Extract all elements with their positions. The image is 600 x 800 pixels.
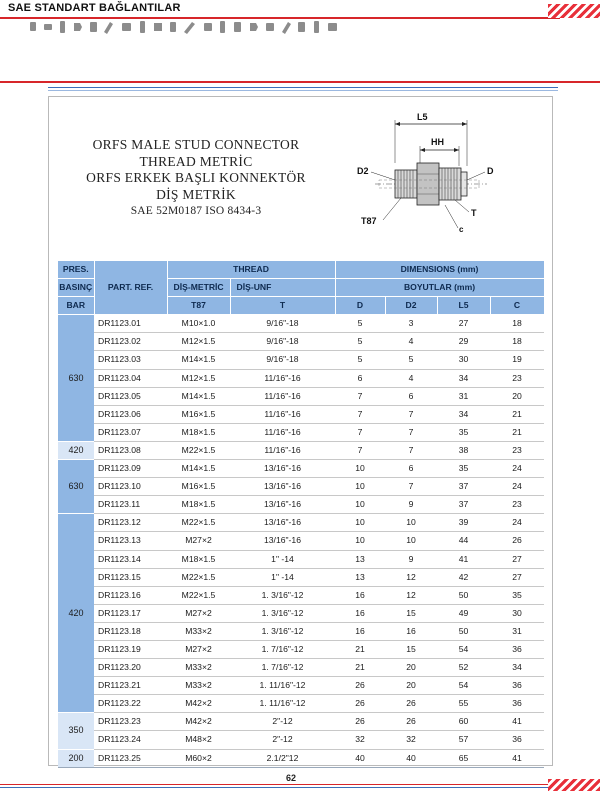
cell-d2: 12 bbox=[385, 568, 437, 586]
table-row bbox=[58, 731, 544, 749]
cell-c: 24 bbox=[490, 514, 544, 532]
pressure-cell: 350 bbox=[58, 713, 94, 749]
cell-d: 10 bbox=[335, 496, 385, 514]
table-row bbox=[58, 478, 544, 496]
cell-l5: 49 bbox=[437, 604, 490, 622]
cell-c: 36 bbox=[490, 677, 544, 695]
specification-table bbox=[58, 261, 545, 768]
header-part-ref: PART. REF. bbox=[94, 261, 167, 315]
pressure-cell: 630 bbox=[58, 315, 94, 442]
cell-d: 5 bbox=[335, 351, 385, 369]
header-pres: PRES. bbox=[58, 261, 94, 279]
cell-c: 18 bbox=[490, 333, 544, 351]
cell-part: DR1123.25 bbox=[94, 749, 167, 767]
cell-d2: 10 bbox=[385, 514, 437, 532]
cell-part: DR1123.08 bbox=[94, 441, 167, 459]
table-row bbox=[58, 550, 544, 568]
section-divider-blue-light bbox=[48, 90, 558, 91]
cell-d2: 3 bbox=[385, 315, 437, 333]
cell-t: 13/16"-16 bbox=[230, 478, 335, 496]
cell-part: DR1123.13 bbox=[94, 532, 167, 550]
cell-d: 16 bbox=[335, 622, 385, 640]
cell-t87: M10×1.0 bbox=[167, 315, 230, 333]
cell-t: 9/16"-18 bbox=[230, 315, 335, 333]
product-title-line-3: ORFS ERKEK BAŞLI KONNEKTÖR bbox=[86, 170, 306, 185]
cell-t87: M60×2 bbox=[167, 749, 230, 767]
cell-part: DR1123.04 bbox=[94, 369, 167, 387]
cell-d2: 5 bbox=[385, 351, 437, 369]
cell-c: 36 bbox=[490, 640, 544, 658]
cell-l5: 27 bbox=[437, 315, 490, 333]
cell-d: 10 bbox=[335, 514, 385, 532]
table-row bbox=[58, 315, 544, 333]
cell-c: 21 bbox=[490, 423, 544, 441]
cell-t: 1" -14 bbox=[230, 550, 335, 568]
cell-d2: 16 bbox=[385, 622, 437, 640]
cell-d2: 12 bbox=[385, 586, 437, 604]
label-d: D bbox=[487, 166, 494, 176]
header-thread: THREAD bbox=[167, 261, 335, 279]
label-hh: HH bbox=[431, 137, 444, 147]
cell-c: 21 bbox=[490, 405, 544, 423]
cell-t87: M14×1.5 bbox=[167, 351, 230, 369]
product-title-block bbox=[56, 137, 336, 218]
cell-d2: 9 bbox=[385, 550, 437, 568]
cell-t: 13/16"-16 bbox=[230, 496, 335, 514]
cell-d: 10 bbox=[335, 460, 385, 478]
cell-c: 19 bbox=[490, 351, 544, 369]
table-row bbox=[58, 640, 544, 658]
cell-d: 10 bbox=[335, 532, 385, 550]
cell-c: 35 bbox=[490, 586, 544, 604]
table-row bbox=[58, 659, 544, 677]
header-boyutlar: BOYUTLAR (mm) bbox=[335, 279, 544, 297]
cell-t87: M33×2 bbox=[167, 622, 230, 640]
cell-l5: 38 bbox=[437, 441, 490, 459]
label-t: T bbox=[471, 208, 477, 218]
table-row bbox=[58, 713, 544, 731]
cell-l5: 52 bbox=[437, 659, 490, 677]
cell-part: DR1123.20 bbox=[94, 659, 167, 677]
cell-t87: M12×1.5 bbox=[167, 369, 230, 387]
label-d2: D2 bbox=[357, 166, 369, 176]
table-row bbox=[58, 568, 544, 586]
pressure-cell: 630 bbox=[58, 460, 94, 514]
label-l5: L5 bbox=[417, 112, 428, 122]
page-number: 62 bbox=[286, 773, 297, 783]
cell-l5: 42 bbox=[437, 568, 490, 586]
header-d2: D2 bbox=[385, 297, 437, 315]
cell-l5: 50 bbox=[437, 586, 490, 604]
cell-l5: 57 bbox=[437, 731, 490, 749]
cell-t87: M33×2 bbox=[167, 659, 230, 677]
header-basinc: BASINÇ bbox=[58, 279, 94, 297]
cell-d: 40 bbox=[335, 749, 385, 767]
cell-c: 18 bbox=[490, 315, 544, 333]
header-stripes bbox=[548, 4, 600, 18]
cell-c: 26 bbox=[490, 532, 544, 550]
cell-t87: M18×1.5 bbox=[167, 550, 230, 568]
cell-d: 26 bbox=[335, 695, 385, 713]
cell-t: 1. 11/16"-12 bbox=[230, 677, 335, 695]
cell-t: 1. 7/16"-12 bbox=[230, 659, 335, 677]
cell-t87: M27×2 bbox=[167, 640, 230, 658]
cell-d: 16 bbox=[335, 586, 385, 604]
table-row bbox=[58, 441, 544, 459]
product-title-line-2: THREAD METRİC bbox=[139, 153, 253, 169]
table-row bbox=[58, 496, 544, 514]
cell-t87: M48×2 bbox=[167, 731, 230, 749]
cell-d2: 40 bbox=[385, 749, 437, 767]
cell-d2: 26 bbox=[385, 695, 437, 713]
cell-part: DR1123.24 bbox=[94, 731, 167, 749]
product-standard: SAE 52M0187 ISO 8434-3 bbox=[130, 205, 262, 217]
cell-t87: M14×1.5 bbox=[167, 460, 230, 478]
cell-t: 1. 3/16"-12 bbox=[230, 604, 335, 622]
header-t: T bbox=[230, 297, 335, 315]
cell-part: DR1123.07 bbox=[94, 423, 167, 441]
cell-d2: 4 bbox=[385, 333, 437, 351]
cell-c: 41 bbox=[490, 749, 544, 767]
cell-part: DR1123.03 bbox=[94, 351, 167, 369]
cell-t87: M14×1.5 bbox=[167, 387, 230, 405]
cell-t: 13/16"-16 bbox=[230, 460, 335, 478]
table-row bbox=[58, 532, 544, 550]
cell-t87: M22×1.5 bbox=[167, 514, 230, 532]
cell-t87: M18×1.5 bbox=[167, 423, 230, 441]
cell-part: DR1123.18 bbox=[94, 622, 167, 640]
cell-l5: 37 bbox=[437, 496, 490, 514]
cell-l5: 35 bbox=[437, 460, 490, 478]
cell-t: 13/16"-16 bbox=[230, 532, 335, 550]
cell-part: DR1123.16 bbox=[94, 586, 167, 604]
cell-d: 26 bbox=[335, 677, 385, 695]
cell-d2: 6 bbox=[385, 387, 437, 405]
table-row bbox=[58, 351, 544, 369]
cell-d2: 32 bbox=[385, 731, 437, 749]
cell-part: DR1123.01 bbox=[94, 315, 167, 333]
cell-c: 36 bbox=[490, 731, 544, 749]
cell-part: DR1123.19 bbox=[94, 640, 167, 658]
cell-d2: 6 bbox=[385, 460, 437, 478]
cell-d: 5 bbox=[335, 315, 385, 333]
cell-t: 11/16"-16 bbox=[230, 369, 335, 387]
header-divider bbox=[0, 17, 560, 19]
cell-t87: M22×1.5 bbox=[167, 441, 230, 459]
cell-d2: 7 bbox=[385, 405, 437, 423]
cell-t: 1" -14 bbox=[230, 568, 335, 586]
footer-divider-red bbox=[0, 784, 600, 785]
cell-c: 23 bbox=[490, 369, 544, 387]
cell-t: 1. 3/16"-12 bbox=[230, 622, 335, 640]
cell-d2: 7 bbox=[385, 478, 437, 496]
cell-d: 13 bbox=[335, 568, 385, 586]
cell-t87: M16×1.5 bbox=[167, 405, 230, 423]
cell-l5: 37 bbox=[437, 478, 490, 496]
cell-d: 21 bbox=[335, 659, 385, 677]
table-row bbox=[58, 514, 544, 532]
product-title-line-4: DİŞ METRİK bbox=[156, 186, 236, 202]
cell-d2: 4 bbox=[385, 369, 437, 387]
cell-part: DR1123.06 bbox=[94, 405, 167, 423]
cell-d2: 26 bbox=[385, 713, 437, 731]
table-row bbox=[58, 387, 544, 405]
cell-c: 20 bbox=[490, 387, 544, 405]
fittings-illustration-strip bbox=[30, 20, 340, 34]
cell-d: 16 bbox=[335, 604, 385, 622]
table-row bbox=[58, 604, 544, 622]
cell-t87: M42×2 bbox=[167, 695, 230, 713]
cell-t: 9/16"-18 bbox=[230, 333, 335, 351]
cell-part: DR1123.05 bbox=[94, 387, 167, 405]
cell-l5: 60 bbox=[437, 713, 490, 731]
footer-stripes bbox=[548, 779, 600, 791]
cell-t: 11/16"-16 bbox=[230, 441, 335, 459]
cell-t: 1. 3/16"-12 bbox=[230, 586, 335, 604]
cell-t: 11/16"-16 bbox=[230, 405, 335, 423]
header-l5: L5 bbox=[437, 297, 490, 315]
cell-d2: 9 bbox=[385, 496, 437, 514]
section-divider-blue bbox=[48, 87, 558, 88]
cell-part: DR1123.23 bbox=[94, 713, 167, 731]
cell-l5: 35 bbox=[437, 423, 490, 441]
cell-t87: M16×1.5 bbox=[167, 478, 230, 496]
cell-part: DR1123.17 bbox=[94, 604, 167, 622]
cell-t: 2"-12 bbox=[230, 713, 335, 731]
cell-l5: 44 bbox=[437, 532, 490, 550]
header-c: C bbox=[490, 297, 544, 315]
cell-t: 2"-12 bbox=[230, 731, 335, 749]
cell-part: DR1123.02 bbox=[94, 333, 167, 351]
cell-d: 21 bbox=[335, 640, 385, 658]
cell-t: 1. 11/16"-12 bbox=[230, 695, 335, 713]
table-row bbox=[58, 677, 544, 695]
cell-d: 10 bbox=[335, 478, 385, 496]
cell-d2: 20 bbox=[385, 677, 437, 695]
cell-d: 7 bbox=[335, 405, 385, 423]
cell-d: 5 bbox=[335, 333, 385, 351]
cell-c: 27 bbox=[490, 550, 544, 568]
pressure-cell: 420 bbox=[58, 441, 94, 459]
cell-d2: 15 bbox=[385, 640, 437, 658]
cell-d: 7 bbox=[335, 423, 385, 441]
cell-d: 32 bbox=[335, 731, 385, 749]
pressure-cell: 200 bbox=[58, 749, 94, 767]
connector-technical-drawing bbox=[355, 108, 515, 238]
cell-t: 11/16"-16 bbox=[230, 387, 335, 405]
header-d: D bbox=[335, 297, 385, 315]
cell-c: 31 bbox=[490, 622, 544, 640]
cell-t: 9/16"-18 bbox=[230, 351, 335, 369]
cell-d: 6 bbox=[335, 369, 385, 387]
cell-l5: 41 bbox=[437, 550, 490, 568]
cell-c: 23 bbox=[490, 496, 544, 514]
cell-l5: 34 bbox=[437, 405, 490, 423]
cell-c: 34 bbox=[490, 659, 544, 677]
header-t87: T87 bbox=[167, 297, 230, 315]
cell-d2: 7 bbox=[385, 423, 437, 441]
cell-d: 7 bbox=[335, 387, 385, 405]
cell-l5: 30 bbox=[437, 351, 490, 369]
cell-t87: M33×2 bbox=[167, 677, 230, 695]
product-title-line-1: ORFS MALE STUD CONNECTOR bbox=[92, 137, 300, 152]
cell-d2: 7 bbox=[385, 441, 437, 459]
table-row bbox=[58, 405, 544, 423]
cell-part: DR1123.15 bbox=[94, 568, 167, 586]
cell-t: 11/16"-16 bbox=[230, 423, 335, 441]
pressure-cell: 420 bbox=[58, 514, 94, 713]
header-dimensions: DIMENSIONS (mm) bbox=[335, 261, 544, 279]
cell-part: DR1123.10 bbox=[94, 478, 167, 496]
cell-c: 27 bbox=[490, 568, 544, 586]
header-dis-unf: DİŞ-UNF bbox=[230, 279, 335, 297]
cell-c: 24 bbox=[490, 460, 544, 478]
cell-l5: 50 bbox=[437, 622, 490, 640]
cell-d2: 20 bbox=[385, 659, 437, 677]
cell-part: DR1123.12 bbox=[94, 514, 167, 532]
header-dis-metric: DİŞ-METRİC bbox=[167, 279, 230, 297]
footer-divider-blue bbox=[0, 787, 600, 788]
cell-t: 1. 7/16"-12 bbox=[230, 640, 335, 658]
cell-l5: 54 bbox=[437, 640, 490, 658]
cell-l5: 34 bbox=[437, 369, 490, 387]
cell-d: 26 bbox=[335, 713, 385, 731]
table-row bbox=[58, 423, 544, 441]
cell-t87: M22×1.5 bbox=[167, 586, 230, 604]
cell-c: 41 bbox=[490, 713, 544, 731]
table-row bbox=[58, 369, 544, 387]
cell-c: 23 bbox=[490, 441, 544, 459]
cell-t87: M22×1.5 bbox=[167, 568, 230, 586]
cell-t87: M27×2 bbox=[167, 532, 230, 550]
cell-l5: 54 bbox=[437, 677, 490, 695]
table-row bbox=[58, 622, 544, 640]
header-bar: BAR bbox=[58, 297, 94, 315]
table-row bbox=[58, 749, 544, 767]
cell-t: 2.1/2"12 bbox=[230, 749, 335, 767]
header-title: SAE STANDART BAĞLANTILAR bbox=[8, 2, 181, 14]
cell-c: 36 bbox=[490, 695, 544, 713]
table-row bbox=[58, 333, 544, 351]
cell-part: DR1123.21 bbox=[94, 677, 167, 695]
cell-part: DR1123.22 bbox=[94, 695, 167, 713]
cell-d2: 10 bbox=[385, 532, 437, 550]
cell-part: DR1123.14 bbox=[94, 550, 167, 568]
cell-l5: 65 bbox=[437, 749, 490, 767]
label-c: c bbox=[459, 225, 464, 234]
cell-l5: 31 bbox=[437, 387, 490, 405]
cell-part: DR1123.11 bbox=[94, 496, 167, 514]
label-t87: T87 bbox=[361, 216, 377, 226]
cell-l5: 39 bbox=[437, 514, 490, 532]
table-row bbox=[58, 586, 544, 604]
cell-d: 7 bbox=[335, 441, 385, 459]
page-header bbox=[0, 0, 600, 34]
cell-c: 24 bbox=[490, 478, 544, 496]
table-row bbox=[58, 460, 544, 478]
cell-d2: 15 bbox=[385, 604, 437, 622]
cell-l5: 29 bbox=[437, 333, 490, 351]
section-divider-red bbox=[0, 81, 600, 83]
cell-t87: M18×1.5 bbox=[167, 496, 230, 514]
table-body bbox=[58, 315, 544, 767]
cell-l5: 55 bbox=[437, 695, 490, 713]
cell-c: 30 bbox=[490, 604, 544, 622]
table-row bbox=[58, 695, 544, 713]
cell-part: DR1123.09 bbox=[94, 460, 167, 478]
cell-t87: M12×1.5 bbox=[167, 333, 230, 351]
cell-t87: M27×2 bbox=[167, 604, 230, 622]
cell-t: 13/16"-16 bbox=[230, 514, 335, 532]
cell-t87: M42×2 bbox=[167, 713, 230, 731]
cell-d: 13 bbox=[335, 550, 385, 568]
